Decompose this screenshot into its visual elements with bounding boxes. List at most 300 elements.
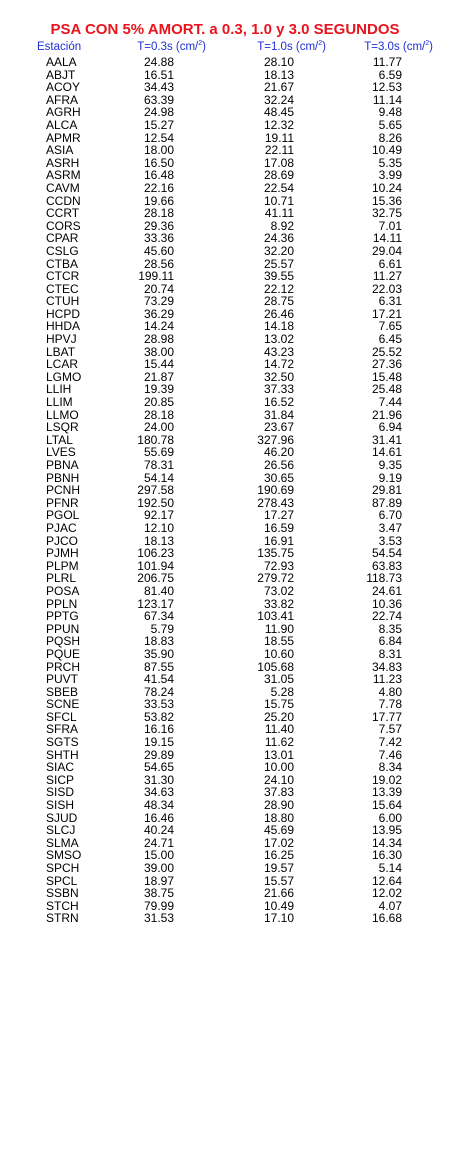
psa-3-0s: 7.42 <box>378 735 402 750</box>
psa-1-0s: 8.92 <box>270 218 294 233</box>
psa-0-3s: 15.27 <box>143 117 174 132</box>
psa-3-0s: 24.61 <box>371 583 402 598</box>
station-code: CCRT <box>46 206 80 221</box>
station-code: SMSO <box>46 848 82 863</box>
station-code: ALCA <box>46 117 78 132</box>
station-code: STRN <box>46 911 79 926</box>
header-period-1-0s: T=1.0s (cm/$^2$) <box>257 40 326 53</box>
station-code: CORS <box>46 218 81 233</box>
psa-3-0s: 15.64 <box>371 798 402 813</box>
psa-1-0s: 17.10 <box>263 911 294 926</box>
psa-0-3s: 34.63 <box>143 785 174 800</box>
table-row <box>0 245 450 258</box>
psa-0-3s: 19.66 <box>143 193 174 208</box>
psa-0-3s: 34.43 <box>143 80 174 95</box>
psa-3-0s: 8.35 <box>378 621 402 636</box>
psa-3-0s: 17.77 <box>371 709 402 724</box>
psa-1-0s: 5.28 <box>270 684 294 699</box>
psa-1-0s: 37.33 <box>263 382 294 397</box>
psa-0-3s: 28.56 <box>143 256 174 271</box>
psa-1-0s: 30.65 <box>263 470 294 485</box>
psa-1-0s: 16.25 <box>263 848 294 863</box>
table-row <box>0 887 450 900</box>
psa-3-0s: 9.35 <box>378 458 402 472</box>
station-code: AFRA <box>46 92 79 107</box>
psa-1-0s: 21.67 <box>263 80 294 95</box>
psa-0-3s: 180.78 <box>137 432 174 447</box>
psa-3-0s: 11.14 <box>372 92 402 107</box>
psa-3-0s: 29.81 <box>371 483 402 498</box>
psa-0-3s: 38.75 <box>143 886 174 901</box>
psa-3-0s: 16.30 <box>371 848 402 863</box>
page-title: PSA CON 5% AMORT. a 0.3, 1.0 y 3.0 SEGUNDOS <box>50 21 400 38</box>
station-code: SISH <box>46 798 75 813</box>
psa-1-0s: 23.67 <box>263 420 294 435</box>
psa-1-0s: 25.20 <box>263 709 294 724</box>
psa-0-3s: 78.31 <box>143 458 174 472</box>
psa-1-0s: 28.10 <box>263 55 294 69</box>
psa-1-0s: 45.69 <box>263 823 294 838</box>
psa-1-0s: 22.12 <box>263 281 294 296</box>
psa-3-0s: 13.95 <box>371 823 402 838</box>
psa-3-0s: 13.39 <box>371 785 402 800</box>
station-code: HHDA <box>46 319 81 334</box>
psa-0-3s: 206.75 <box>137 571 174 586</box>
psa-0-3s: 92.17 <box>143 508 174 523</box>
psa-0-3s: 16.16 <box>143 722 174 737</box>
table-row <box>0 648 450 661</box>
table-row <box>0 56 450 69</box>
psa-0-3s: 24.00 <box>143 420 174 435</box>
table-row <box>0 698 450 711</box>
psa-1-0s: 10.49 <box>263 898 294 913</box>
psa-3-0s: 31.41 <box>371 432 402 447</box>
psa-3-0s: 5.35 <box>378 155 402 170</box>
station-code: APMR <box>46 130 81 145</box>
psa-0-3s: 16.48 <box>143 168 174 183</box>
psa-0-3s: 35.90 <box>143 646 174 661</box>
station-code: SGTS <box>46 735 79 750</box>
station-code: CSLG <box>46 243 79 258</box>
psa-3-0s: 16.68 <box>371 911 402 926</box>
table-row <box>0 333 450 346</box>
station-code: PQSH <box>46 634 81 649</box>
station-code: SFCL <box>46 709 77 724</box>
station-code: LTAL <box>46 432 73 447</box>
psa-0-3s: 33.36 <box>143 231 174 246</box>
table-row <box>0 736 450 749</box>
psa-3-0s: 7.44 <box>378 395 402 410</box>
station-code: PUVT <box>46 672 79 687</box>
psa-1-0s: 21.66 <box>263 886 294 901</box>
psa-1-0s: 15.57 <box>263 873 294 888</box>
station-code: ASIA <box>46 143 74 158</box>
station-code: PBNH <box>46 470 80 485</box>
table-row <box>0 358 450 371</box>
table-row <box>0 862 450 875</box>
psa-1-0s: 17.02 <box>263 835 294 850</box>
psa-0-3s: 73.29 <box>143 294 174 309</box>
psa-3-0s: 3.99 <box>378 168 402 183</box>
psa-1-0s: 103.41 <box>257 609 294 624</box>
table-row <box>0 610 450 623</box>
psa-3-0s: 15.36 <box>371 193 402 208</box>
psa-1-0s: 24.36 <box>263 231 294 246</box>
psa-1-0s: 32.24 <box>263 92 294 107</box>
psa-0-3s: 199.11 <box>138 269 174 284</box>
psa-3-0s: 6.31 <box>378 294 402 309</box>
station-code: AGRH <box>46 105 81 120</box>
station-code: LLIH <box>46 382 72 397</box>
psa-3-0s: 87.89 <box>371 495 402 510</box>
psa-0-3s: 28.98 <box>143 332 174 347</box>
psa-1-0s: 16.52 <box>263 395 294 410</box>
psa-0-3s: 28.18 <box>143 407 174 422</box>
psa-1-0s: 48.45 <box>263 105 294 120</box>
psa-0-3s: 63.39 <box>143 92 174 107</box>
table-row <box>0 81 450 94</box>
psa-1-0s: 32.50 <box>263 369 294 384</box>
psa-0-3s: 31.30 <box>143 772 174 787</box>
station-code: CTCR <box>46 269 80 284</box>
psa-0-3s: 24.88 <box>143 55 174 69</box>
psa-0-3s: 81.40 <box>143 583 174 598</box>
psa-3-0s: 5.65 <box>378 117 402 132</box>
table-header <box>0 40 450 54</box>
psa-1-0s: 18.55 <box>263 634 294 649</box>
psa-1-0s: 33.82 <box>263 596 294 611</box>
table-row <box>0 459 450 472</box>
table-row <box>0 547 450 560</box>
psa-0-3s: 45.60 <box>143 243 174 258</box>
station-code: AALA <box>46 55 77 69</box>
psa-1-0s: 10.71 <box>263 193 294 208</box>
psa-3-0s: 5.14 <box>378 861 402 875</box>
psa-1-0s: 17.27 <box>263 508 294 523</box>
psa-1-0s: 24.10 <box>263 772 294 787</box>
psa-1-0s: 14.18 <box>263 319 294 334</box>
psa-3-0s: 63.83 <box>371 558 402 573</box>
psa-3-0s: 4.80 <box>378 684 402 699</box>
station-code: SBEB <box>46 684 79 699</box>
psa-3-0s: 27.36 <box>371 357 402 372</box>
psa-3-0s: 6.00 <box>378 810 402 825</box>
psa-3-0s: 3.47 <box>378 520 402 535</box>
station-code: LVES <box>46 445 76 460</box>
psa-1-0s: 39.55 <box>263 269 294 284</box>
psa-3-0s: 6.45 <box>378 332 402 347</box>
station-code: POSA <box>46 583 80 598</box>
station-code: LCAR <box>46 357 79 372</box>
psa-0-3s: 123.17 <box>137 596 174 611</box>
station-code: CTBA <box>46 256 79 271</box>
psa-1-0s: 22.11 <box>264 143 294 158</box>
psa-1-0s: 31.05 <box>263 672 294 687</box>
psa-3-0s: 7.57 <box>378 722 402 737</box>
header-period-0-3s: T=0.3s (cm/$^2$) <box>137 40 206 53</box>
station-code: PFNR <box>46 495 79 510</box>
station-code: SSBN <box>46 886 79 901</box>
station-code: CTEC <box>46 281 79 296</box>
psa-1-0s: 22.54 <box>263 180 294 195</box>
psa-0-3s: 29.36 <box>143 218 174 233</box>
psa-1-0s: 12.32 <box>263 117 294 132</box>
psa-3-0s: 11.77 <box>372 55 402 69</box>
psa-3-0s: 15.48 <box>371 369 402 384</box>
station-code: SLMA <box>46 835 79 850</box>
psa-3-0s: 8.31 <box>378 646 402 661</box>
psa-1-0s: 26.46 <box>263 306 294 321</box>
table-row <box>0 421 450 434</box>
psa-0-3s: 54.14 <box>143 470 174 485</box>
psa-1-0s: 11.40 <box>264 722 294 737</box>
psa-0-3s: 192.50 <box>137 495 174 510</box>
station-code: PJCO <box>46 533 79 548</box>
psa-3-0s: 14.11 <box>372 231 402 246</box>
psa-0-3s: 106.23 <box>137 546 174 561</box>
station-code: CTUH <box>46 294 80 309</box>
psa-0-3s: 28.18 <box>143 206 174 221</box>
psa-1-0s: 10.60 <box>263 646 294 661</box>
station-code: CAVM <box>46 180 80 195</box>
psa-1-0s: 25.57 <box>263 256 294 271</box>
psa-3-0s: 14.61 <box>371 445 402 460</box>
station-code: PPLN <box>46 596 78 611</box>
psa-1-0s: 17.08 <box>263 155 294 170</box>
station-code: LSQR <box>46 420 79 435</box>
psa-1-0s: 278.43 <box>257 495 294 510</box>
psa-0-3s: 31.53 <box>143 911 174 926</box>
psa-0-3s: 41.54 <box>143 672 174 687</box>
psa-0-3s: 16.46 <box>143 810 174 825</box>
psa-1-0s: 11.62 <box>264 735 294 750</box>
station-code: SJUD <box>46 810 78 825</box>
station-code: CCDN <box>46 193 81 208</box>
station-code: ABJT <box>46 67 76 82</box>
psa-0-3s: 54.65 <box>143 760 174 775</box>
psa-1-0s: 18.13 <box>263 67 294 82</box>
psa-3-0s: 6.61 <box>378 256 402 271</box>
psa-3-0s: 9.19 <box>378 470 402 485</box>
psa-3-0s: 8.26 <box>378 130 402 145</box>
psa-0-3s: 20.74 <box>143 281 174 296</box>
psa-1-0s: 18.80 <box>263 810 294 825</box>
psa-3-0s: 6.94 <box>378 420 402 435</box>
psa-1-0s: 41.11 <box>264 206 294 221</box>
data-table <box>0 56 450 925</box>
psa-0-3s: 55.69 <box>143 445 174 460</box>
psa-1-0s: 28.90 <box>263 798 294 813</box>
station-code: PQUE <box>46 646 81 661</box>
station-code: ASRH <box>46 155 80 170</box>
station-code: ASRM <box>46 168 81 183</box>
psa-3-0s: 25.48 <box>371 382 402 397</box>
station-code: PJMH <box>46 546 79 561</box>
station-code: PRCH <box>46 659 81 674</box>
station-code: PPTG <box>46 609 79 624</box>
psa-0-3s: 19.15 <box>143 735 174 750</box>
psa-3-0s: 21.96 <box>371 407 402 422</box>
psa-1-0s: 135.75 <box>257 546 294 561</box>
psa-0-3s: 297.58 <box>137 483 174 498</box>
psa-3-0s: 7.78 <box>378 697 402 712</box>
station-code: CPAR <box>46 231 79 246</box>
psa-1-0s: 26.56 <box>263 458 294 472</box>
psa-1-0s: 13.01 <box>263 747 294 762</box>
station-code: SPCH <box>46 861 80 875</box>
psa-0-3s: 39.00 <box>143 861 174 875</box>
psa-0-3s: 48.34 <box>143 798 174 813</box>
station-code: SIAC <box>46 760 75 775</box>
station-code: SFRA <box>46 722 79 737</box>
table-row <box>0 585 450 598</box>
psa-0-3s: 40.24 <box>143 823 174 838</box>
station-code: PJAC <box>46 520 77 535</box>
table-row <box>0 799 450 812</box>
station-code: PCNH <box>46 483 81 498</box>
psa-3-0s: 7.46 <box>378 747 402 762</box>
psa-0-3s: 19.39 <box>143 382 174 397</box>
psa-3-0s: 10.36 <box>371 596 402 611</box>
psa-0-3s: 29.89 <box>143 747 174 762</box>
psa-0-3s: 15.44 <box>143 357 174 372</box>
psa-1-0s: 14.72 <box>263 357 294 372</box>
table-row <box>0 522 450 535</box>
psa-1-0s: 19.57 <box>263 861 294 875</box>
station-code: LGMO <box>46 369 82 384</box>
psa-0-3s: 78.24 <box>143 684 174 699</box>
psa-0-3s: 53.82 <box>143 709 174 724</box>
psa-1-0s: 15.75 <box>263 697 294 712</box>
header-period-3-0s: T=3.0s (cm/$^2$) <box>364 40 433 53</box>
psa-1-0s: 10.00 <box>263 760 294 775</box>
psa-0-3s: 16.51 <box>143 67 174 82</box>
psa-3-0s: 6.70 <box>378 508 402 523</box>
station-code: ACOY <box>46 80 81 95</box>
psa-0-3s: 24.71 <box>143 835 174 850</box>
psa-0-3s: 18.97 <box>143 873 174 888</box>
psa-1-0s: 327.96 <box>257 432 294 447</box>
psa-3-0s: 12.02 <box>371 886 402 901</box>
psa-0-3s: 5.79 <box>150 621 174 636</box>
psa-3-0s: 11.27 <box>372 269 402 284</box>
station-code: SICP <box>46 772 75 787</box>
psa-1-0s: 16.59 <box>263 520 294 535</box>
psa-0-3s: 18.83 <box>143 634 174 649</box>
station-code: LBAT <box>46 344 76 359</box>
psa-1-0s: 37.83 <box>263 785 294 800</box>
station-code: HPVJ <box>46 332 77 347</box>
psa-0-3s: 21.87 <box>143 369 174 384</box>
psa-1-0s: 31.84 <box>263 407 294 422</box>
station-code: LLIM <box>46 395 73 410</box>
station-code: PGOL <box>46 508 80 523</box>
station-code: HCPD <box>46 306 81 321</box>
table-row <box>0 295 450 308</box>
psa-0-3s: 20.85 <box>143 395 174 410</box>
header-station: Estación <box>37 41 82 53</box>
psa-0-3s: 79.99 <box>143 898 174 913</box>
psa-3-0s: 14.34 <box>371 835 402 850</box>
table-row <box>0 270 450 283</box>
psa-3-0s: 7.65 <box>378 319 402 334</box>
psa-1-0s: 11.90 <box>264 621 294 636</box>
psa-1-0s: 13.02 <box>263 332 294 347</box>
psa-1-0s: 28.69 <box>263 168 294 183</box>
psa-3-0s: 19.02 <box>371 772 402 787</box>
psa-0-3s: 33.53 <box>143 697 174 712</box>
psa-1-0s: 73.02 <box>263 583 294 598</box>
psa-0-3s: 18.00 <box>143 143 174 158</box>
station-code: SHTH <box>46 747 79 762</box>
station-code: PBNA <box>46 458 79 472</box>
table-row <box>0 396 450 409</box>
psa-1-0s: 19.11 <box>264 130 294 145</box>
station-code: LLMO <box>46 407 79 422</box>
psa-3-0s: 34.83 <box>371 659 402 674</box>
psa-1-0s: 46.20 <box>263 445 294 460</box>
psa-3-0s: 29.04 <box>371 243 402 258</box>
psa-0-3s: 16.50 <box>143 155 174 170</box>
psa-3-0s: 32.75 <box>371 206 402 221</box>
psa-1-0s: 190.69 <box>257 483 294 498</box>
psa-3-0s: 6.84 <box>378 634 402 649</box>
psa-3-0s: 54.54 <box>371 546 402 561</box>
table-row <box>0 673 450 686</box>
psa-3-0s: 10.24 <box>371 180 402 195</box>
psa-3-0s: 22.03 <box>371 281 402 296</box>
psa-3-0s: 4.07 <box>378 898 402 913</box>
station-code: SPCL <box>46 873 78 888</box>
table-row <box>0 119 450 132</box>
station-code: STCH <box>46 898 79 913</box>
psa-1-0s: 32.20 <box>263 243 294 258</box>
table-row <box>0 824 450 837</box>
station-code: PLPM <box>46 558 79 573</box>
psa-3-0s: 12.53 <box>371 80 402 95</box>
psa-1-0s: 43.23 <box>263 344 294 359</box>
table-row <box>0 912 450 925</box>
table-row <box>0 182 450 195</box>
psa-0-3s: 67.34 <box>143 609 174 624</box>
psa-0-3s: 101.94 <box>137 558 174 573</box>
psa-3-0s: 25.52 <box>371 344 402 359</box>
psa-1-0s: 72.93 <box>263 558 294 573</box>
station-code: PPUN <box>46 621 80 636</box>
station-code: SLCJ <box>46 823 76 838</box>
psa-0-3s: 14.24 <box>143 319 174 334</box>
table-row <box>0 761 450 774</box>
psa-0-3s: 87.55 <box>143 659 174 674</box>
psa-0-3s: 15.00 <box>143 848 174 863</box>
psa-0-3s: 38.00 <box>143 344 174 359</box>
psa-0-3s: 12.10 <box>143 520 174 535</box>
psa-0-3s: 22.16 <box>143 180 174 195</box>
station-code: SCNE <box>46 697 80 712</box>
psa-3-0s: 8.34 <box>378 760 402 775</box>
table-row <box>0 144 450 157</box>
psa-1-0s: 105.68 <box>257 659 294 674</box>
psa-3-0s: 22.74 <box>371 609 402 624</box>
psa-1-0s: 16.91 <box>263 533 294 548</box>
station-code: PLRL <box>46 571 77 586</box>
table-row <box>0 207 450 220</box>
psa-3-0s: 10.49 <box>371 143 402 158</box>
psa-3-0s: 7.01 <box>378 218 402 233</box>
psa-3-0s: 11.23 <box>372 672 402 687</box>
psa-0-3s: 24.98 <box>143 105 174 120</box>
psa-3-0s: 9.48 <box>378 105 402 120</box>
